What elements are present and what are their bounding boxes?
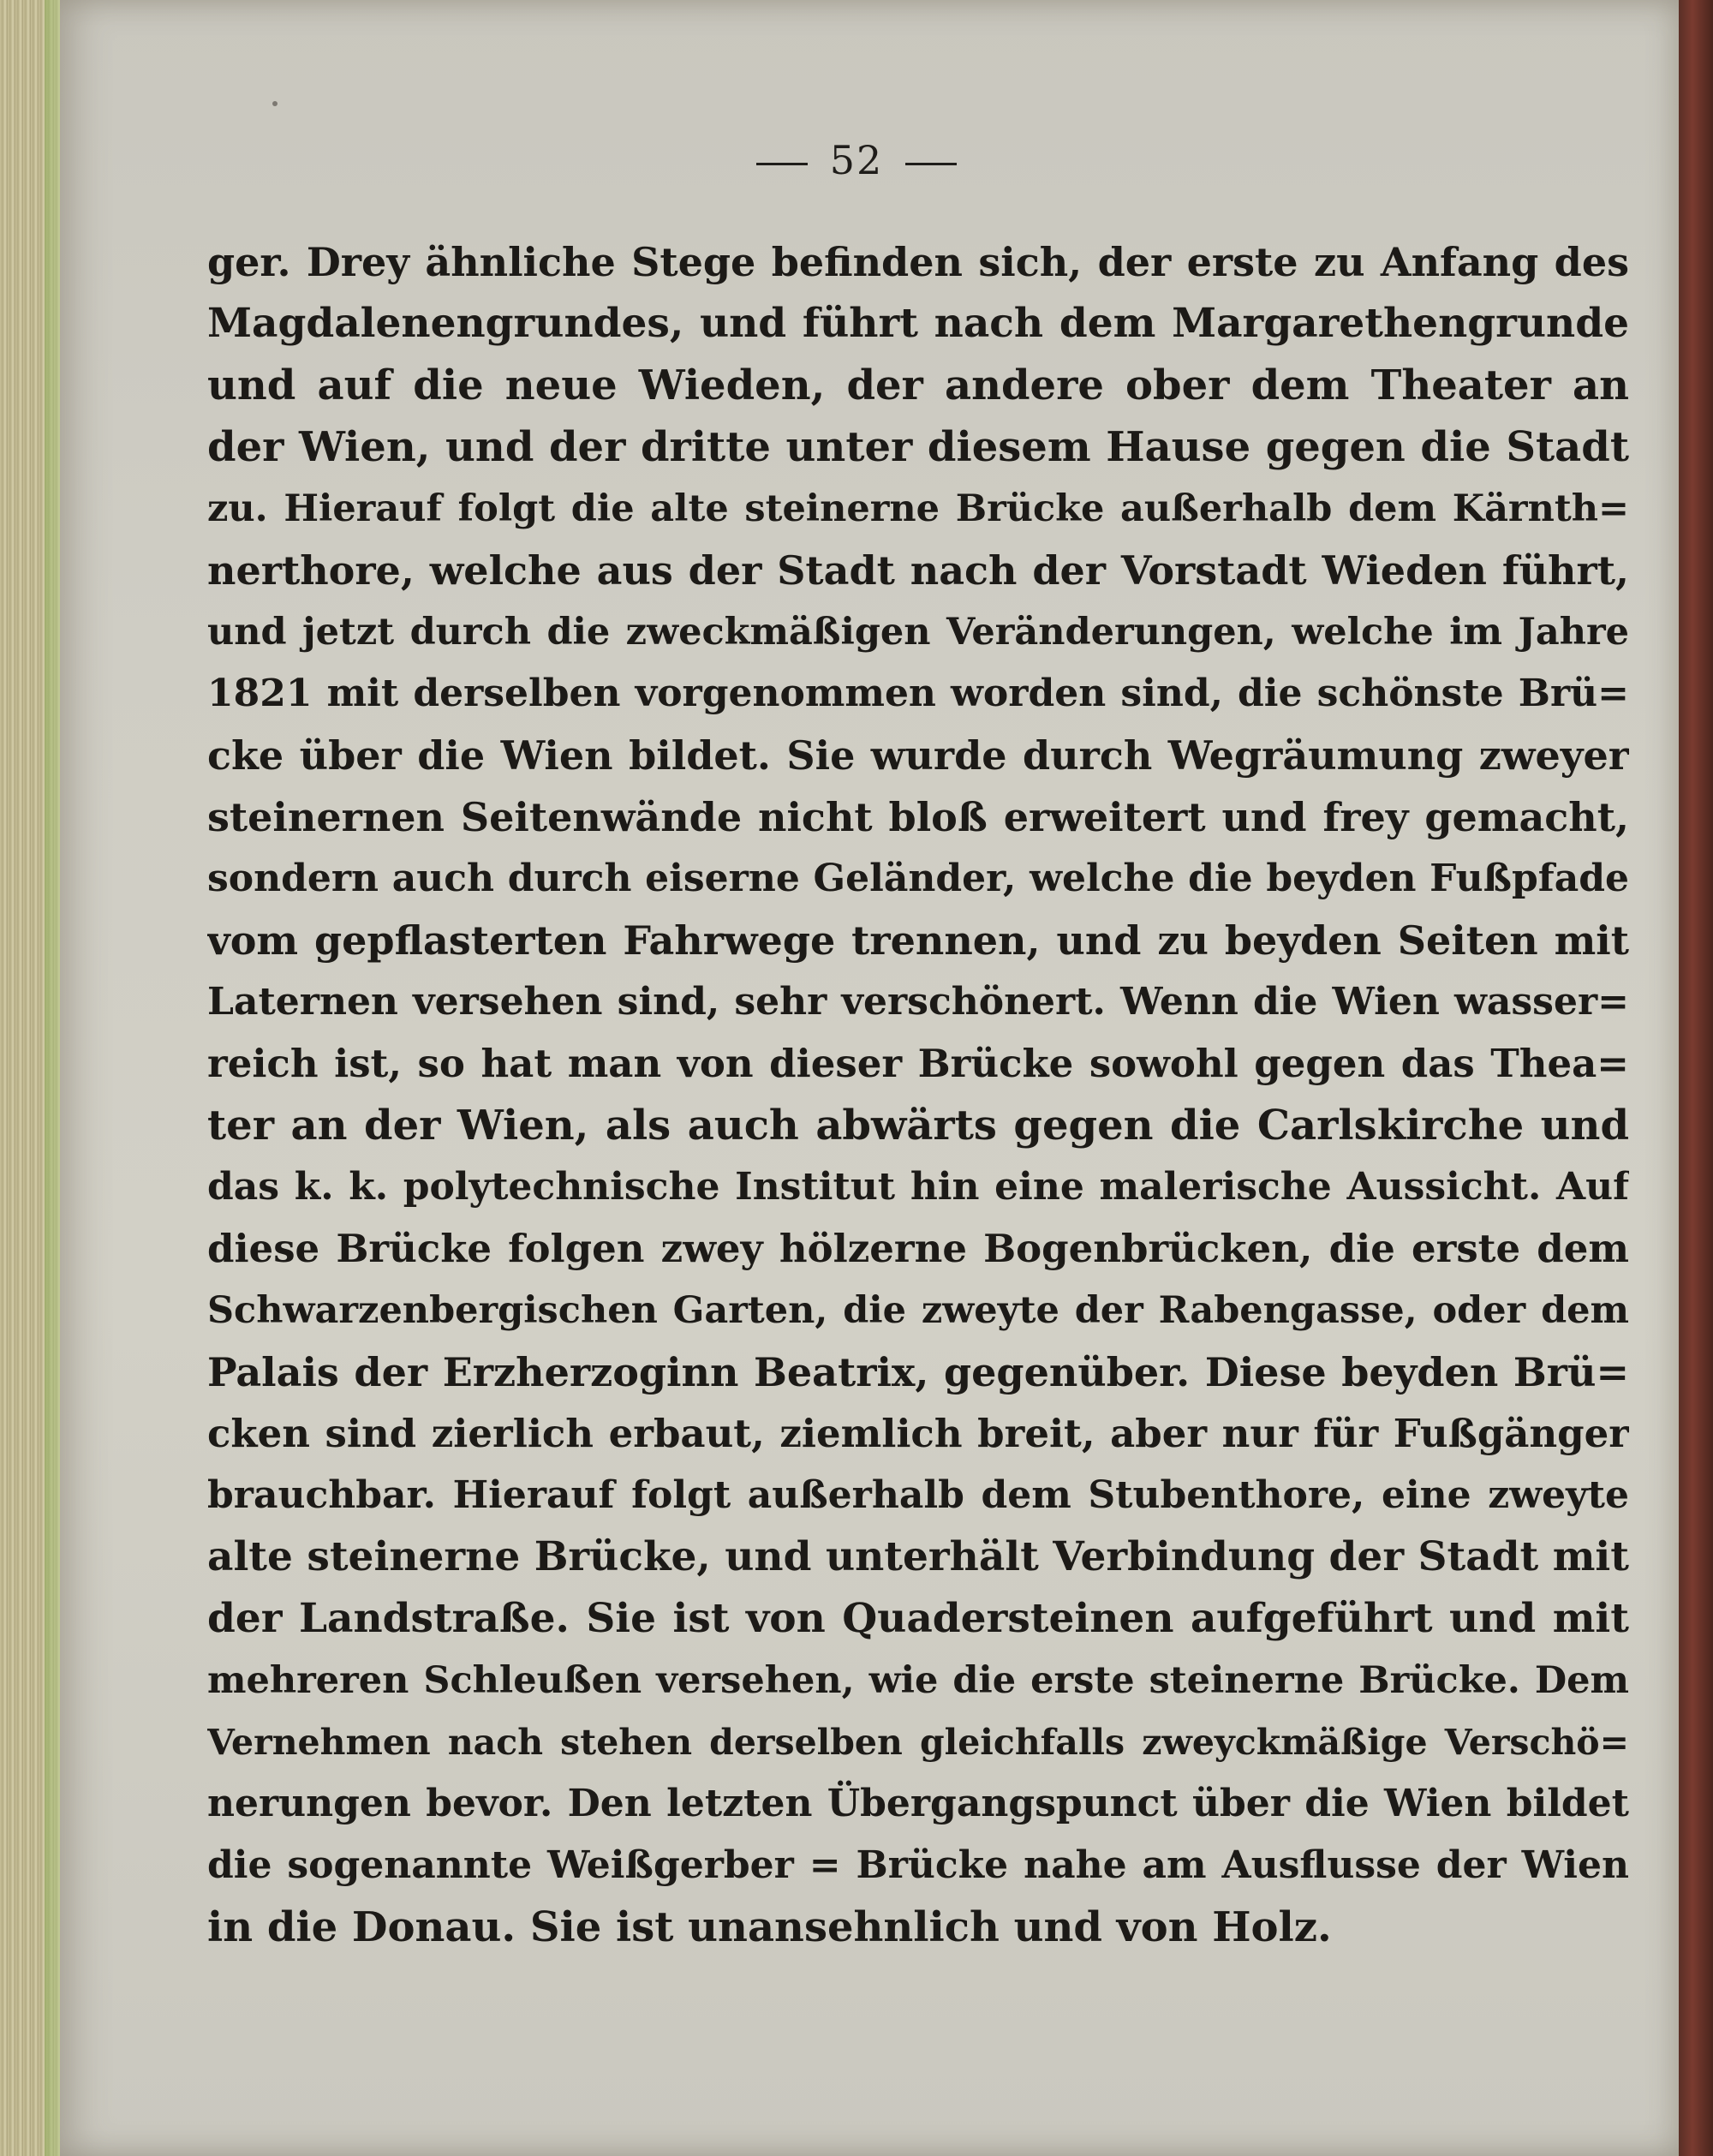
page-number-dash-right bbox=[905, 163, 957, 165]
text-line: diese Brücke folgen zwey hölzerne Bogenbrücken, die erste dem bbox=[207, 1226, 1629, 1271]
text-line-last: in die Donau. Sie ist unansehnlich und von Holz. bbox=[207, 1903, 1332, 1951]
text-line: nerungen bevor. Den letzten Übergangspunct über die Wien bildet bbox=[207, 1782, 1629, 1825]
page-edges bbox=[0, 0, 60, 2156]
text-line: nerthore, welche aus der Stadt nach der Vorstadt Wieden führt, bbox=[207, 547, 1629, 594]
text-line: zu. Hierauf folgt die alte steinerne Brücke außerhalb dem Kärnth= bbox=[207, 487, 1629, 530]
text-line: steinernen Seitenwände nicht bloß erweitert und frey gemacht, bbox=[207, 794, 1629, 840]
text-line: die sogenannte Weißgerber = Brücke nahe am Ausflusse der Wien bbox=[207, 1843, 1629, 1887]
page-number-dash-left bbox=[756, 163, 808, 165]
text-line: Schwarzenbergischen Garten, die zweyte der Rabengasse, oder dem bbox=[207, 1289, 1629, 1332]
text-line: 1821 mit derselben vorgenommen worden sind, die schönste Brü= bbox=[207, 672, 1629, 715]
text-line: Laternen versehen sind, sehr verschönert. Wenn die Wien wasser= bbox=[207, 980, 1629, 1024]
book-binding bbox=[1679, 0, 1713, 2156]
text-line: und jetzt durch die zweckmäßigen Veränderungen, welche im Jahre bbox=[207, 611, 1629, 654]
text-line: ter an der Wien, als auch abwärts gegen die Carlskirche und bbox=[207, 1102, 1629, 1150]
text-line: cken sind zierlich erbaut, ziemlich breit, aber nur für Fußgänger bbox=[207, 1411, 1629, 1456]
text-line: Palais der Erzherzoginn Beatrix, gegenüber. Diese beyden Brü= bbox=[207, 1349, 1629, 1395]
text-line: Magdalenengrundes, und führt nach dem Margarethengrunde bbox=[207, 300, 1629, 347]
text-line: ger. Drey ähnliche Stege befinden sich, der erste zu Anfang des bbox=[207, 239, 1629, 285]
text-line: reich ist, so hat man von dieser Brücke sowohl gegen das Thea= bbox=[207, 1041, 1629, 1086]
text-line: alte steinerne Brücke, und unterhält Verbindung der Stadt mit bbox=[207, 1533, 1629, 1580]
text-line: das k. k. polytechnische Institut hin eine malerische Aussicht. Auf bbox=[207, 1165, 1629, 1209]
text-line: der Wien, und der dritte unter diesem Hause gegen die Stadt bbox=[207, 423, 1629, 471]
text-line: vom gepflasterten Fahrwege trennen, und zu beyden Seiten mit bbox=[207, 917, 1629, 964]
text-line: brauchbar. Hierauf folgt außerhalb dem Stubenthore, eine zweyte bbox=[207, 1473, 1629, 1517]
page-number-value: 52 bbox=[829, 137, 884, 183]
text-line: cke über die Wien bildet. Sie wurde durch Wegräumung zweyer bbox=[207, 732, 1629, 779]
text-line: und auf die neue Wieden, der andere ober dem Theater an bbox=[207, 361, 1629, 409]
page-number bbox=[0, 137, 1713, 183]
text-line: der Landstraße. Sie ist von Quadersteinen aufgeführt und mit bbox=[207, 1595, 1629, 1642]
text-line: sondern auch durch eiserne Geländer, welche die beyden Fußpfade bbox=[207, 857, 1629, 900]
text-line: mehreren Schleußen versehen, wie die erste steinerne Brücke. Dem bbox=[207, 1659, 1629, 1702]
text-line: Vernehmen nach stehen derselben gleichfalls zweyckmäßige Verschö= bbox=[207, 1722, 1629, 1763]
body-text bbox=[207, 231, 1629, 1958]
ink-speck bbox=[272, 101, 278, 106]
